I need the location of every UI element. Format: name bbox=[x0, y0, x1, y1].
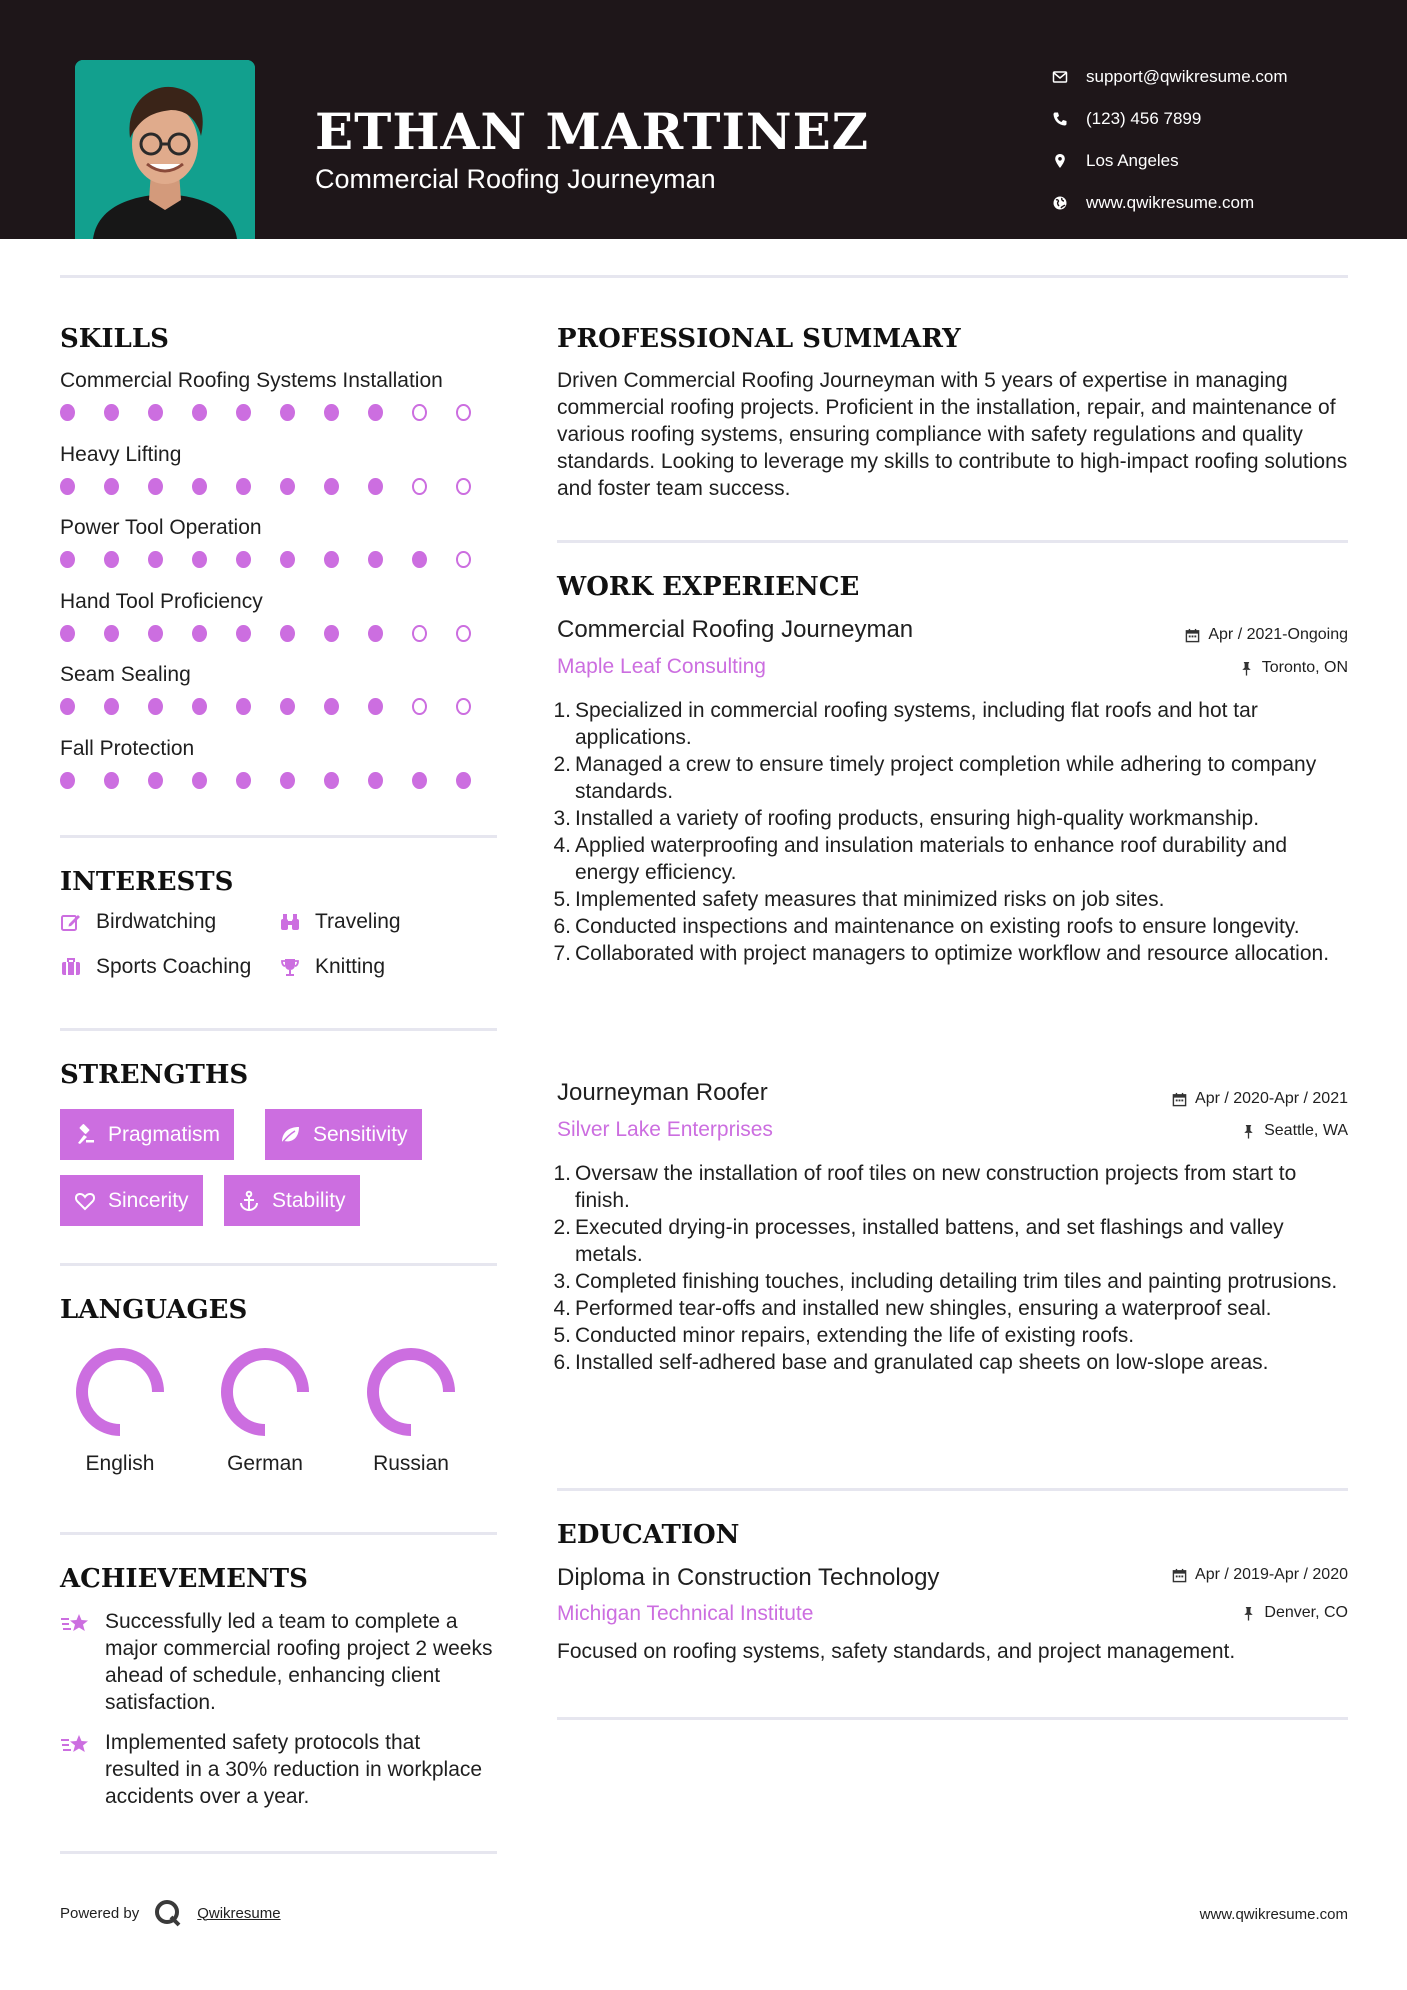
summary-text: Driven Commercial Roofing Journeyman with 5 years of expertise in managing commercial roofing projects. Proficient in the installation, repair, and maintenance of various roofing systems, ensuring compliance with safety regulations and quality standards. Looking to leverage my skills to contribute to high-impact roofing solutions and foster team success. bbox=[557, 369, 1348, 500]
interests-title: INTERESTS bbox=[60, 867, 234, 897]
rating-dot-filled bbox=[148, 698, 163, 715]
achievements-title: ACHIEVEMENTS bbox=[60, 1564, 308, 1594]
job-location-text: Seattle, WA bbox=[1264, 1122, 1348, 1139]
interest-item bbox=[279, 955, 385, 979]
rating-dot-filled bbox=[236, 478, 251, 495]
heart-icon bbox=[74, 1190, 96, 1212]
skill-name: Hand Tool Proficiency bbox=[60, 589, 263, 613]
rating-dot-filled bbox=[192, 772, 207, 789]
contact-phone-text: (123) 456 7899 bbox=[1086, 109, 1202, 128]
education-dates-text: Apr / 2019-Apr / 2020 bbox=[1195, 1566, 1348, 1583]
job-location bbox=[1239, 659, 1348, 677]
suitcase-icon bbox=[60, 956, 96, 978]
education-location bbox=[1241, 1604, 1348, 1622]
rating-dot-filled bbox=[368, 772, 383, 789]
company-name: Maple Leaf Consulting bbox=[557, 655, 766, 678]
shooting-star-icon bbox=[60, 1729, 105, 1810]
rating-dot-empty bbox=[412, 625, 427, 642]
rating-dot-filled bbox=[236, 698, 251, 715]
rating-dot-empty bbox=[456, 404, 471, 421]
powered-by-label: Powered by bbox=[60, 1904, 140, 1922]
pushpin-icon bbox=[1241, 1606, 1256, 1621]
rating-dot-filled bbox=[280, 404, 295, 421]
rating-dot-filled bbox=[324, 478, 339, 495]
contact-location-text: Los Angeles bbox=[1086, 151, 1179, 170]
duty-item: 1. Oversaw the installation of roof tiles on new construction projects from start to finish. bbox=[553, 1162, 1297, 1212]
contact-location bbox=[1052, 140, 1288, 182]
language-level-ring bbox=[365, 1346, 457, 1438]
job-title: Commercial Roofing Journeyman bbox=[557, 616, 914, 643]
rating-dot-filled bbox=[280, 772, 295, 789]
skill-rating bbox=[60, 404, 500, 421]
rating-dot-filled bbox=[280, 625, 295, 642]
rating-dot-filled bbox=[280, 551, 295, 568]
rating-dot-filled bbox=[192, 698, 207, 715]
rating-dot-filled bbox=[324, 772, 339, 789]
rating-dot-filled bbox=[236, 772, 251, 789]
rating-dot-filled bbox=[192, 404, 207, 421]
language-level-arc bbox=[227, 1354, 303, 1430]
trophy-icon bbox=[279, 956, 315, 978]
rating-dot-filled bbox=[104, 478, 119, 495]
rating-dot-filled bbox=[104, 404, 119, 421]
anchor-icon bbox=[238, 1190, 260, 1212]
rating-dot-filled bbox=[192, 625, 207, 642]
strength-label: Pragmatism bbox=[108, 1122, 221, 1146]
duty-item: 2. Managed a crew to ensure timely project completion while adhering to company standards. bbox=[553, 753, 1317, 803]
rating-dot-filled bbox=[60, 478, 75, 495]
contact-website-text: www.qwikresume.com bbox=[1086, 193, 1255, 212]
rating-dot-filled bbox=[324, 551, 339, 568]
contact-website[interactable] bbox=[1052, 182, 1288, 224]
rating-dot-filled bbox=[368, 404, 383, 421]
skill-item bbox=[60, 515, 500, 589]
achievement-text: Implemented safety protocols that resulted in a 30% reduction in workplace accidents over a year. bbox=[105, 1731, 483, 1808]
qwikresume-link[interactable]: Qwikresume bbox=[197, 1904, 281, 1922]
skill-rating bbox=[60, 625, 500, 642]
experience-title: WORK EXPERIENCE bbox=[557, 572, 860, 602]
job-title: Journeyman Roofer bbox=[557, 1079, 768, 1106]
language-level-ring bbox=[74, 1346, 166, 1438]
contact-email[interactable] bbox=[1052, 56, 1288, 98]
calendar-icon bbox=[1172, 1092, 1187, 1107]
rating-dot-filled bbox=[236, 404, 251, 421]
rating-dot-filled bbox=[412, 551, 427, 568]
rating-dot-filled bbox=[456, 772, 471, 789]
job-location bbox=[1241, 1122, 1348, 1140]
rating-dot-filled bbox=[368, 698, 383, 715]
leaf-icon bbox=[279, 1124, 301, 1146]
duty-item: 3. Installed a variety of roofing products, ensuring high-quality workmanship. bbox=[553, 807, 1260, 830]
strength-label: Sincerity bbox=[108, 1188, 189, 1212]
summary-title: PROFESSIONAL SUMMARY bbox=[557, 324, 961, 354]
rating-dot-empty bbox=[456, 625, 471, 642]
rating-dot-empty bbox=[456, 698, 471, 715]
rating-dot-filled bbox=[104, 625, 119, 642]
company-name: Silver Lake Enterprises bbox=[557, 1118, 773, 1141]
rating-dot-filled bbox=[60, 698, 75, 715]
rating-dot-filled bbox=[148, 551, 163, 568]
rating-dot-filled bbox=[192, 478, 207, 495]
rating-dot-filled bbox=[60, 551, 75, 568]
rating-dot-filled bbox=[104, 698, 119, 715]
job-location-text: Toronto, ON bbox=[1261, 659, 1348, 676]
school-name: Michigan Technical Institute bbox=[557, 1602, 814, 1625]
interest-label: Birdwatching bbox=[96, 910, 217, 933]
language-level-arc bbox=[373, 1354, 449, 1430]
strength-label: Sensitivity bbox=[313, 1122, 408, 1146]
duty-item: 4. Applied waterproofing and insulation materials to enhance roof durability and energy efficiency. bbox=[553, 834, 1288, 884]
duty-item: 6. Conducted inspections and maintenance on existing roofs to ensure longevity. bbox=[553, 915, 1300, 938]
rating-dot-filled bbox=[148, 404, 163, 421]
rating-dot-filled bbox=[324, 625, 339, 642]
divider bbox=[60, 835, 497, 838]
achievement-item bbox=[60, 1729, 500, 1810]
rating-dot-filled bbox=[368, 625, 383, 642]
rating-dot-filled bbox=[60, 772, 75, 789]
resume-header bbox=[0, 0, 1407, 239]
skill-item bbox=[60, 368, 500, 442]
rating-dot-filled bbox=[324, 698, 339, 715]
education-location-text: Denver, CO bbox=[1264, 1604, 1348, 1621]
divider bbox=[60, 1851, 497, 1854]
globe-icon bbox=[1052, 195, 1086, 211]
skill-item bbox=[60, 662, 500, 736]
rating-dot-filled bbox=[236, 625, 251, 642]
duty-item: 5. Implemented safety measures that minimized risks on job sites. bbox=[553, 888, 1165, 911]
pencil-square-icon bbox=[60, 911, 96, 933]
skill-item bbox=[60, 736, 500, 810]
job-dates bbox=[1185, 626, 1348, 644]
interest-label: Sports Coaching bbox=[96, 955, 252, 978]
skill-name: Commercial Roofing Systems Installation bbox=[60, 369, 443, 392]
strength-chip bbox=[60, 1109, 234, 1160]
duty-item: 1. Specialized in commercial roofing systems, including flat roofs and hot tar applications. bbox=[553, 699, 1258, 749]
skill-rating bbox=[60, 478, 500, 495]
rating-dot-filled bbox=[148, 772, 163, 789]
language-item bbox=[346, 1346, 476, 1476]
language-name: Russian bbox=[373, 1452, 449, 1475]
rating-dot-filled bbox=[104, 772, 119, 789]
contact-email-text: support@qwikresume.com bbox=[1086, 67, 1288, 86]
skill-rating bbox=[60, 698, 500, 715]
education-title: EDUCATION bbox=[557, 1520, 740, 1550]
interest-label: Traveling bbox=[315, 910, 401, 933]
phone-icon bbox=[1052, 111, 1086, 127]
job-dates bbox=[1172, 1090, 1348, 1108]
duty-item: 5. Conducted minor repairs, extending the life of existing roofs. bbox=[553, 1324, 1135, 1347]
rating-dot-filled bbox=[368, 478, 383, 495]
skill-name: Heavy Lifting bbox=[60, 442, 182, 466]
rating-dot-empty bbox=[412, 404, 427, 421]
achievement-text: Successfully led a team to complete a major commercial roofing project 2 weeks ahead of schedule, enhancing client satisfaction. bbox=[105, 1610, 493, 1714]
rating-dot-filled bbox=[60, 625, 75, 642]
divider bbox=[557, 540, 1348, 543]
rating-dot-filled bbox=[324, 404, 339, 421]
map-pin-icon bbox=[1052, 153, 1086, 169]
rating-dot-filled bbox=[368, 551, 383, 568]
strengths-title: STRENGTHS bbox=[60, 1060, 249, 1090]
shooting-star-icon bbox=[60, 1608, 105, 1716]
duty-item: 6. Installed self-adhered base and granulated cap sheets on low-slope areas. bbox=[553, 1351, 1269, 1374]
binoculars-icon bbox=[279, 911, 315, 933]
duty-list bbox=[553, 1160, 1355, 1376]
contact-phone[interactable] bbox=[1052, 98, 1288, 140]
divider bbox=[60, 1263, 497, 1266]
duty-item: 7. Collaborated with project managers to optimize workflow and resource allocation. bbox=[553, 942, 1330, 965]
duty-item: 3. Completed finishing touches, including detailing trim tiles and painting protrusions. bbox=[553, 1270, 1338, 1293]
language-item bbox=[55, 1346, 185, 1476]
strength-chip bbox=[224, 1175, 360, 1226]
interest-item bbox=[60, 910, 216, 934]
rating-dot-filled bbox=[60, 404, 75, 421]
rating-dot-empty bbox=[412, 478, 427, 495]
interest-label: Knitting bbox=[315, 955, 386, 978]
interest-item bbox=[279, 910, 401, 934]
rating-dot-filled bbox=[104, 551, 119, 568]
contact-list bbox=[1052, 56, 1288, 224]
rating-dot-filled bbox=[148, 478, 163, 495]
rating-dot-filled bbox=[192, 551, 207, 568]
rating-dot-empty bbox=[456, 478, 471, 495]
languages-title: LANGUAGES bbox=[60, 1295, 248, 1325]
person-avatar-icon bbox=[75, 60, 255, 239]
skill-item bbox=[60, 589, 500, 663]
profile-photo bbox=[75, 60, 255, 239]
pushpin-icon bbox=[1241, 1124, 1256, 1139]
skills-list bbox=[60, 368, 500, 810]
duty-item: 2. Executed drying-in processes, installed battens, and set flashings and valley metals. bbox=[553, 1216, 1284, 1266]
job-dates-text: Apr / 2021-Ongoing bbox=[1208, 626, 1348, 643]
language-name: German bbox=[227, 1452, 303, 1475]
degree-title: Diploma in Construction Technology bbox=[557, 1564, 940, 1591]
education-description: Focused on roofing systems, safety standards, and project management. bbox=[557, 1640, 1236, 1663]
rating-dot-filled bbox=[148, 625, 163, 642]
skill-item bbox=[60, 442, 500, 516]
language-name: English bbox=[85, 1452, 155, 1475]
gavel-icon bbox=[74, 1124, 96, 1146]
rating-dot-filled bbox=[280, 478, 295, 495]
strength-chip bbox=[60, 1175, 203, 1226]
duty-list bbox=[553, 697, 1355, 967]
rating-dot-empty bbox=[456, 551, 471, 568]
divider bbox=[60, 1028, 497, 1031]
calendar-icon bbox=[1172, 1568, 1187, 1583]
strength-chip bbox=[265, 1109, 422, 1160]
qwikresume-logo-icon bbox=[153, 1898, 183, 1928]
rating-dot-filled bbox=[412, 772, 427, 789]
language-level-arc bbox=[82, 1354, 158, 1430]
candidate-name: ETHAN MARTINEZ bbox=[315, 102, 870, 161]
calendar-icon bbox=[1185, 628, 1200, 643]
footer-powered-by bbox=[60, 1898, 281, 1928]
strength-label: Stability bbox=[272, 1188, 346, 1212]
skills-title: SKILLS bbox=[60, 324, 169, 354]
pushpin-icon bbox=[1239, 661, 1254, 676]
skill-name: Fall Protection bbox=[60, 736, 195, 760]
achievement-item bbox=[60, 1608, 500, 1716]
skill-rating bbox=[60, 772, 500, 789]
divider bbox=[557, 1488, 1348, 1491]
job-dates-text: Apr / 2020-Apr / 2021 bbox=[1195, 1090, 1348, 1107]
envelope-icon bbox=[1052, 69, 1086, 85]
rating-dot-empty bbox=[412, 698, 427, 715]
candidate-role: Commercial Roofing Journeyman bbox=[315, 164, 716, 194]
skill-name: Power Tool Operation bbox=[60, 516, 262, 540]
footer-website[interactable]: www.qwikresume.com bbox=[1199, 1906, 1348, 1923]
rating-dot-filled bbox=[280, 698, 295, 715]
divider bbox=[60, 1532, 497, 1535]
divider bbox=[557, 1717, 1348, 1720]
rating-dot-filled bbox=[236, 551, 251, 568]
language-level-ring bbox=[219, 1346, 311, 1438]
skill-rating bbox=[60, 551, 500, 568]
duty-item: 4. Performed tear-offs and installed new shingles, ensuring a waterproof seal. bbox=[553, 1297, 1272, 1320]
education-dates bbox=[1172, 1566, 1348, 1584]
divider bbox=[60, 275, 1348, 278]
skill-name: Seam Sealing bbox=[60, 663, 191, 687]
interest-item bbox=[60, 955, 251, 979]
language-item bbox=[200, 1346, 330, 1476]
